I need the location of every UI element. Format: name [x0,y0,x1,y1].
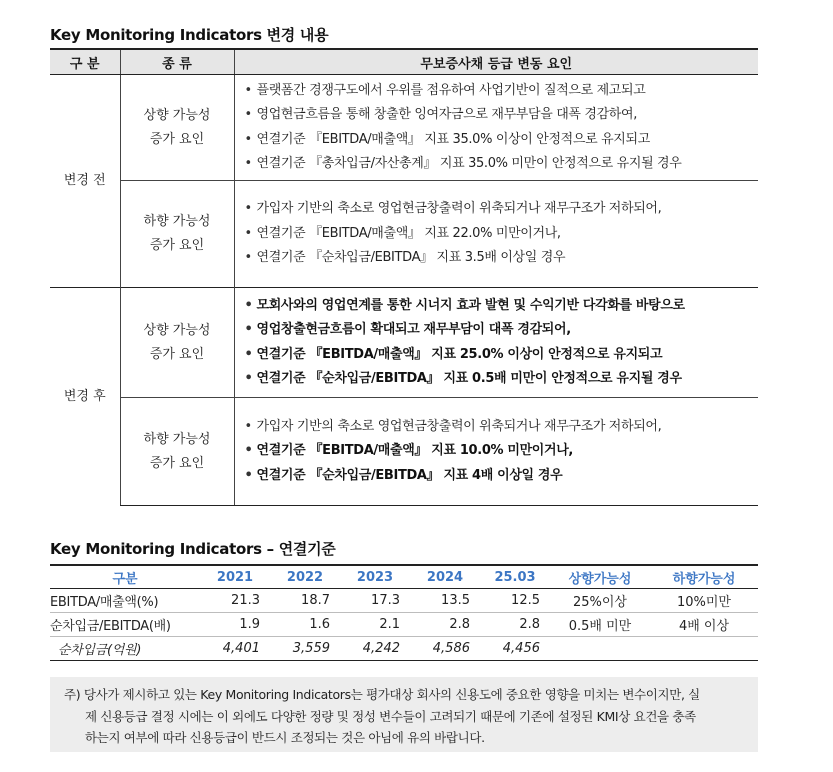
before-up-type [120,75,234,181]
table-cell [650,637,758,661]
table-cell: 1.6 [270,613,340,637]
after-label: 변경 후 [50,288,120,506]
after-up-type [120,288,234,398]
after-down-type [120,398,234,506]
list-item: • 연결기준 『EBITDA/매출액』 지표 25.0% 이상이 안정적으로 유지되고 [245,343,759,368]
before-down-type [120,181,234,288]
list-item: • 연결기준 『EBITDA/매출액』 지표 10.0% 미만이거나, [245,439,759,464]
before-up-type-line1: 상향 가능성 [143,107,211,123]
kmi-consolidated-table [50,564,758,661]
table-cell: 10%미만 [650,589,758,613]
list-item: • 연결기준 『순차입금/EBITDA』 지표 4배 이상일 경우 [245,464,759,489]
after-down-factors [234,398,758,506]
table-cell: 0.5배 미만 [550,613,650,637]
table-cell: 2.8 [480,613,550,637]
footnote-line1: 주) 당사가 제시하고 있는 Key Monitoring Indicators는 평가대상 회사의 신용도에 중요한 영향을 미치는 변수이지만, 실 [64,687,700,702]
table-cell: 1.9 [200,613,270,637]
before-down-type-line1: 하향 가능성 [143,214,211,229]
after-down-type-line2: 증가 요인 [149,455,205,471]
table-cell: 25%이상 [550,589,650,613]
table-row [50,637,758,661]
header-cell: 상향가능성 [550,565,650,589]
after-up-row [50,288,758,398]
header-cell: 2023 [340,565,410,589]
row-label: 순차입금/EBITDA(배) [50,613,200,637]
list-item: • 가입자 기반의 축소로 영업현금창출력이 위축되거나 재무구조가 저하되어, [245,415,759,440]
list-item: • 가입자 기반의 축소로 영업현금창출력이 위축되거나 재무구조가 저하되어, [245,197,759,222]
table-cell: 4,456 [480,637,550,661]
list-item: • 모회사와의 영업연계를 통한 시너지 효과 발현 및 수익기반 다각화를 바탕으로 [245,294,759,319]
row-label: EBITDA/매출액(%) [50,589,200,613]
footnote-line2: 제 신용등급 결정 시에는 이 외에도 다양한 정량 및 정성 변수들이 고려되기 때문에 기존에 설정된 KMI상 요건을 충족 [85,708,696,724]
before-down-factors [234,181,758,288]
list-item: • 연결기준 『EBITDA/매출액』 지표 22.0% 미만이거나, [245,222,759,247]
header-type: 종 류 [120,49,234,75]
table-cell: 18.7 [270,589,340,613]
table-cell: 4배 이상 [650,613,758,637]
header-cell: 구분 [50,565,200,589]
list-item: • 연결기준 『총차입금/자산총계』 지표 35.0% 미만이 안정적으로 유지될 경우 [245,152,759,177]
list-item: • 플랫폼간 경쟁구도에서 우위를 점유하여 사업기반이 질적으로 제고되고 [245,79,759,104]
header-cell: 하향가능성 [650,565,758,589]
header-cell: 25.03 [480,565,550,589]
table-cell: 2.1 [340,613,410,637]
after-down-type-line1: 하향 가능성 [143,431,211,447]
table-cell: 17.3 [340,589,410,613]
after-up-factors [234,288,758,398]
after-up-type-line2: 증가 요인 [149,346,205,362]
table-cell: 21.3 [200,589,270,613]
table-cell: 4,242 [340,637,410,661]
table-cell: 3,559 [270,637,340,661]
before-up-row [50,75,758,181]
kmi-change-header-row [50,49,758,75]
before-up-type-line2: 증가 요인 [149,131,205,147]
before-down-row [50,181,758,288]
table-cell: 4,401 [200,637,270,661]
kmi-consolidated-title: Key Monitoring Indicators – 연결기준 [50,540,336,558]
table-cell: 2.8 [410,613,480,637]
before-down-type-line2: 증가 요인 [149,238,205,253]
list-item: • 영업창출현금흐름이 확대되고 재무부담이 대폭 경감되어, [245,318,759,343]
table-row [50,589,758,613]
list-item: • 영업현금흐름을 통해 창출한 잉여자금으로 재무부담을 대폭 경감하여, [245,103,759,128]
table-cell: 4,586 [410,637,480,661]
table-cell: 13.5 [410,589,480,613]
table-cell: 12.5 [480,589,550,613]
after-up-type-line1: 상향 가능성 [143,322,211,338]
footnote [50,677,758,752]
kmi-consolidated-header-row [50,565,758,589]
list-item: • 연결기준 『EBITDA/매출액』 지표 35.0% 이상이 안정적으로 유지되고 [245,128,759,153]
kmi-change-title: Key Monitoring Indicators 변경 내용 [50,26,329,44]
list-item: • 연결기준 『순차입금/EBITDA』 지표 3.5배 이상일 경우 [245,246,759,271]
header-cell: 2021 [200,565,270,589]
table-row [50,613,758,637]
footnote-line3: 하는지 여부에 따라 신용등급이 반드시 조정되는 것은 아님에 유의 바랍니다. [85,730,485,745]
header-cell: 2024 [410,565,480,589]
before-up-factors [234,75,758,181]
row-label: 순차입금(억원) [50,637,200,661]
header-cell: 2022 [270,565,340,589]
table-cell [550,637,650,661]
header-category: 구 분 [50,49,120,75]
after-down-row [50,398,758,506]
before-label: 변경 전 [63,173,106,188]
header-factors: 무보증사채 등급 변동 요인 [234,49,758,75]
list-item: • 연결기준 『순차입금/EBITDA』 지표 0.5배 미만이 안정적으로 유지될 경우 [245,367,759,392]
kmi-change-table [50,48,758,506]
